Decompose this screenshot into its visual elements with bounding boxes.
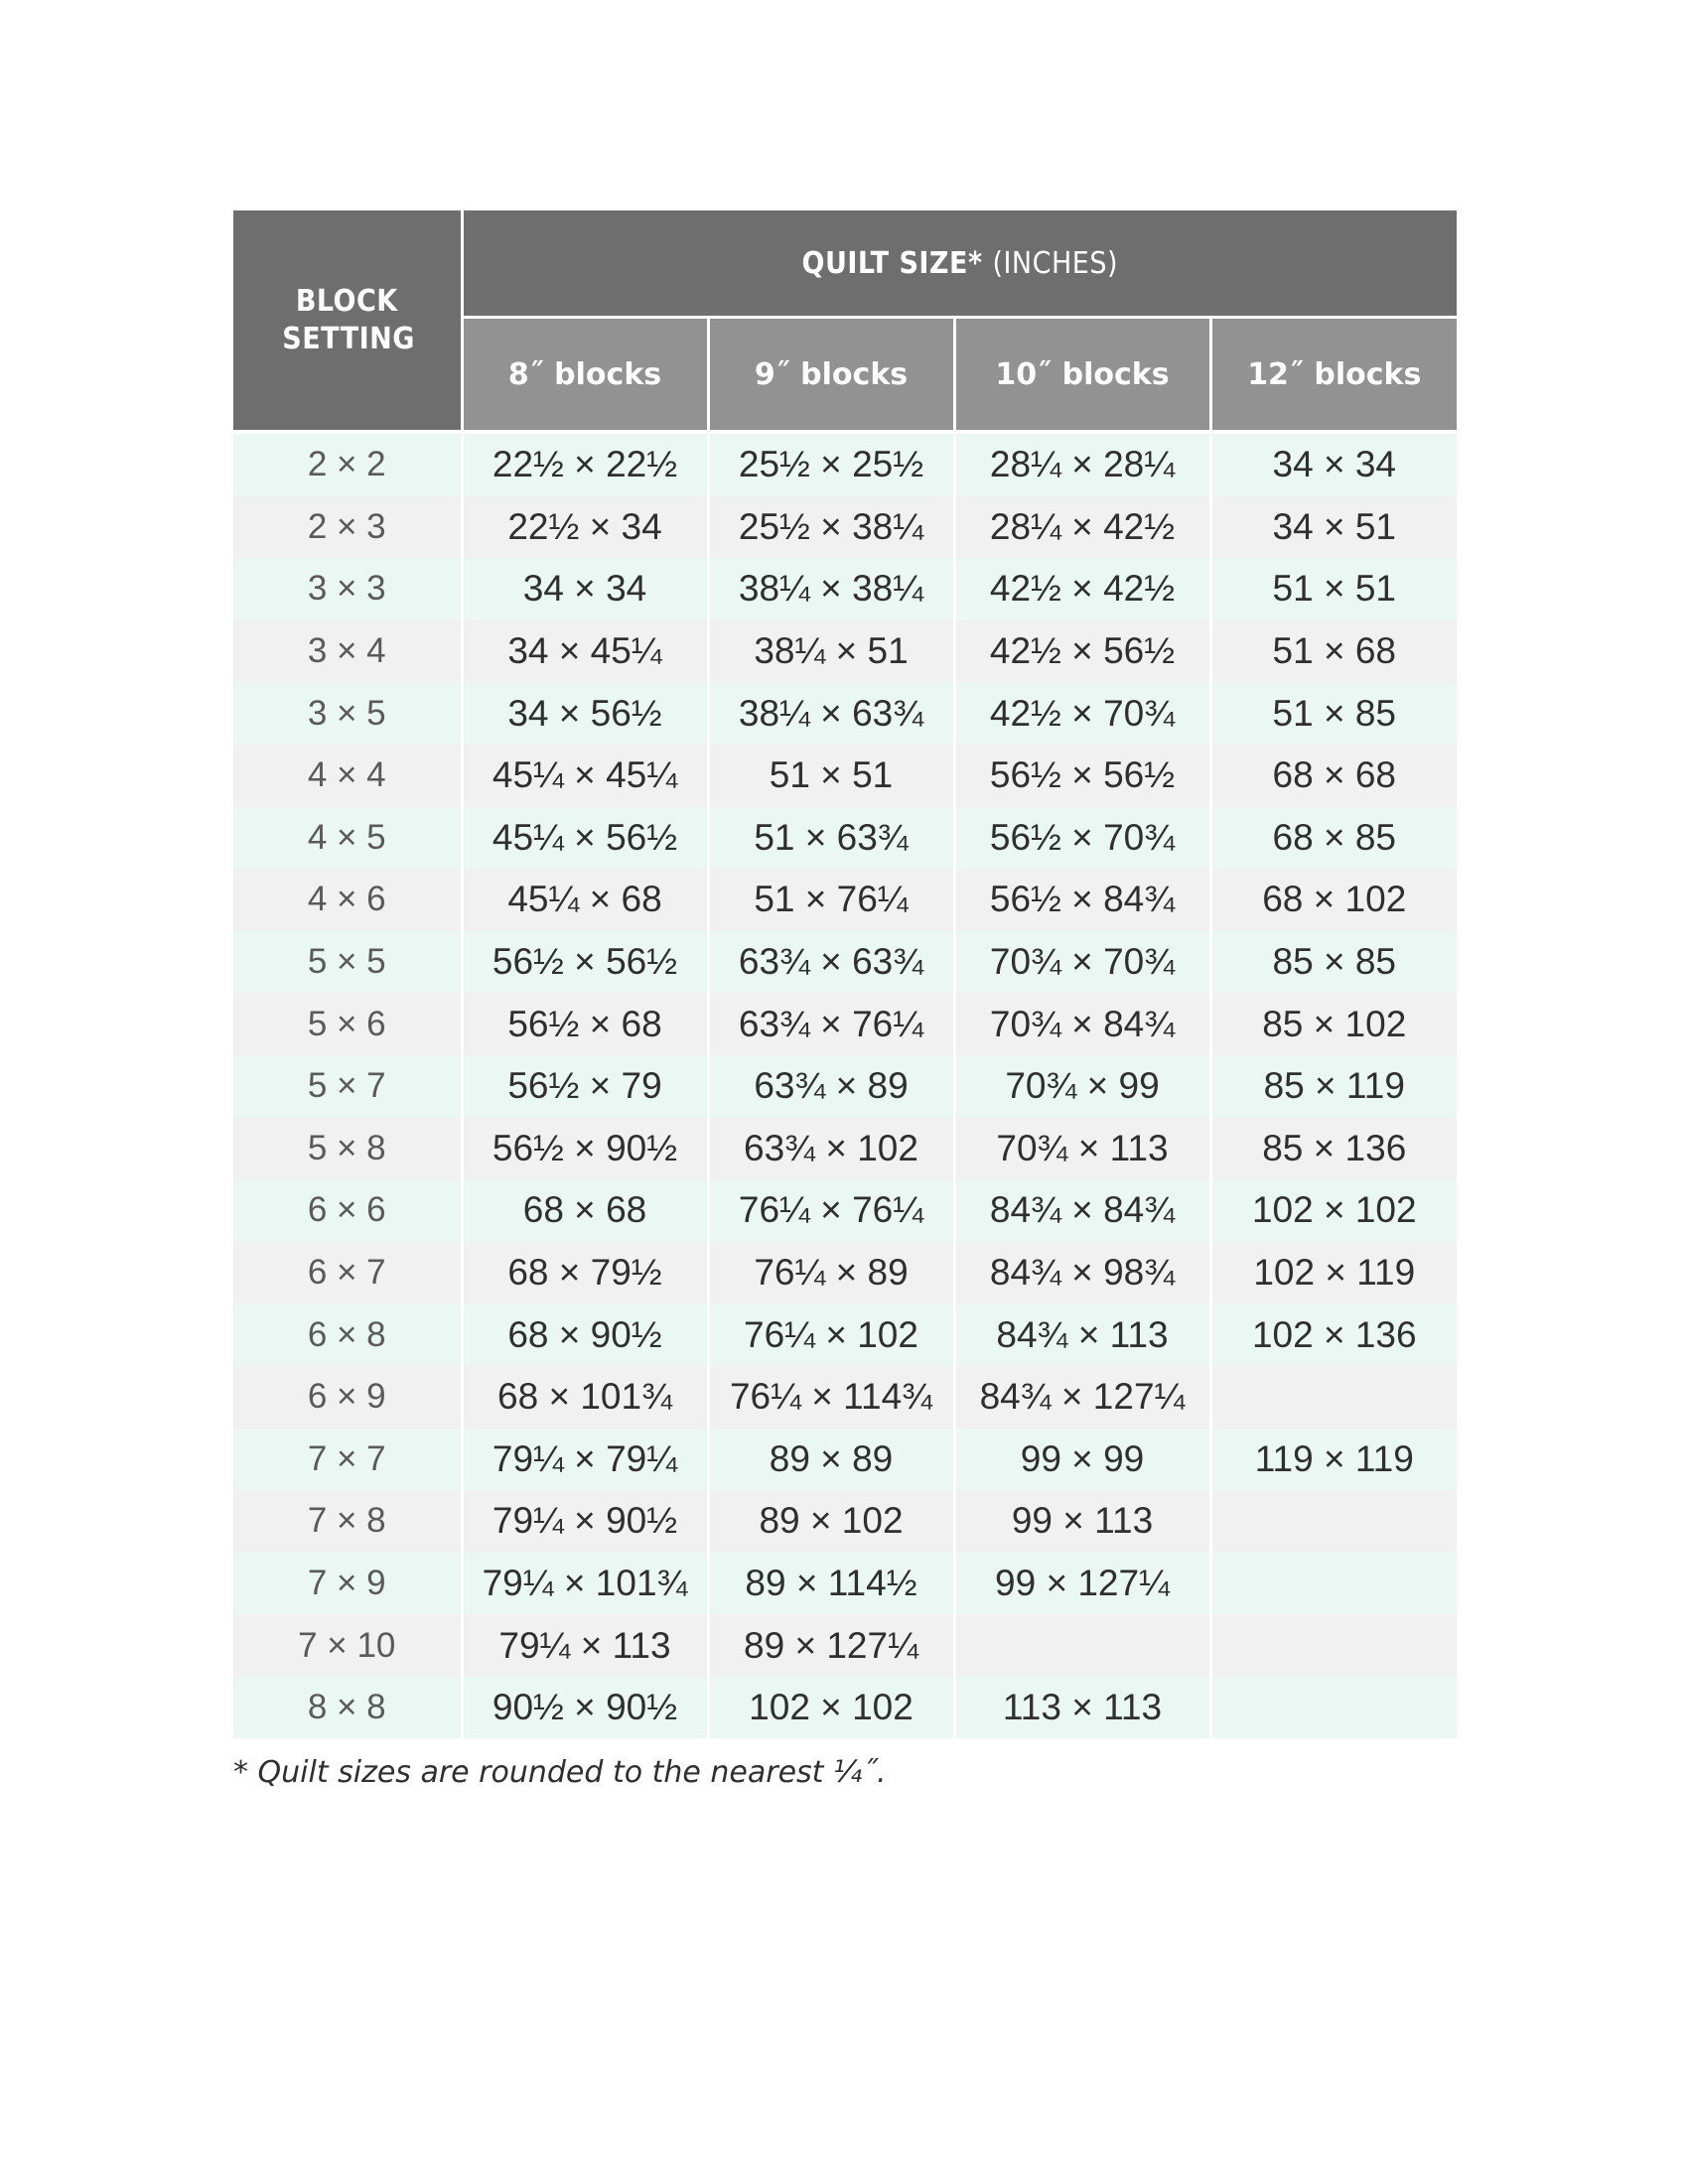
block-setting-cell: 7 × 7 [233,1429,462,1491]
quilt-size-unit: (INCHES) [992,245,1118,281]
quilt-size-cell: 84¾ × 113 [954,1303,1210,1366]
quilt-size-cell: 34 × 51 [1210,496,1457,559]
block-setting-cell: 3 × 3 [233,558,462,620]
block-setting-cell: 7 × 10 [233,1614,462,1677]
table-row [233,745,1457,807]
quilt-size-cell: 42½ × 42½ [954,558,1210,620]
quilt-size-cell: 51 × 68 [1210,620,1457,683]
quilt-size-cell: 38¼ × 63¾ [708,682,954,745]
quilt-size-cell: 51 × 51 [708,745,954,807]
block-setting-cell: 6 × 7 [233,1242,462,1304]
quilt-size-cell: 79¼ × 101¾ [462,1553,708,1615]
table-row [233,620,1457,683]
quilt-size-cell: 85 × 102 [1210,993,1457,1055]
table-row [233,432,1457,496]
quilt-size-cell: 89 × 102 [708,1490,954,1553]
column-header-10-inch: 10˝ blocks [954,318,1210,433]
quilt-size-cell: 99 × 127¼ [954,1553,1210,1615]
quilt-size-cell: 56½ × 70¾ [954,807,1210,870]
quilt-size-cell: 99 × 113 [954,1490,1210,1553]
quilt-size-cell: 70¾ × 99 [954,1055,1210,1118]
quilt-size-cell: 99 × 99 [954,1429,1210,1491]
quilt-size-cell: 38¼ × 51 [708,620,954,683]
quilt-size-cell: 51 × 76¼ [708,869,954,931]
quilt-size-cell: 56½ × 79 [462,1055,708,1118]
block-setting-cell: 7 × 9 [233,1553,462,1615]
quilt-size-cell: 68 × 101¾ [462,1366,708,1429]
table-row [233,1242,1457,1304]
block-setting-cell: 5 × 8 [233,1118,462,1180]
quilt-size-cell: 63¾ × 89 [708,1055,954,1118]
block-setting-cell: 3 × 4 [233,620,462,683]
block-setting-cell: 2 × 2 [233,432,462,496]
quilt-size-header-text: QUILT SIZE* [801,245,983,281]
quilt-size-table [233,210,1457,1738]
quilt-size-cell: 84¾ × 84¾ [954,1179,1210,1242]
quilt-size-cell: 42½ × 56½ [954,620,1210,683]
quilt-size-cell: 56½ × 68 [462,993,708,1055]
quilt-size-cell: 68 × 68 [462,1179,708,1242]
quilt-size-cell: 51 × 51 [1210,558,1457,620]
table-row [233,1179,1457,1242]
block-setting-header-text: BLOCK SETTING [282,283,415,356]
quilt-size-cell: 89 × 127¼ [708,1614,954,1677]
block-setting-cell: 4 × 6 [233,869,462,931]
quilt-size-cell: 68 × 102 [1210,869,1457,931]
quilt-size-cell: 70¾ × 84¾ [954,993,1210,1055]
quilt-size-cell: 90½ × 90½ [462,1677,708,1739]
column-header-12-inch: 12˝ blocks [1210,318,1457,433]
quilt-size-cell: 51 × 63¾ [708,807,954,870]
quilt-size-cell: 45¼ × 68 [462,869,708,931]
block-setting-cell: 2 × 3 [233,496,462,559]
column-header-8-inch: 8˝ blocks [462,318,708,433]
table-row [233,1490,1457,1553]
quilt-size-cell [1210,1490,1457,1553]
quilt-size-cell: 102 × 102 [708,1677,954,1739]
quilt-size-cell: 56½ × 56½ [462,931,708,994]
quilt-size-cell: 85 × 119 [1210,1055,1457,1118]
quilt-size-cell [1210,1366,1457,1429]
table-row [233,496,1457,559]
block-setting-cell: 6 × 9 [233,1366,462,1429]
quilt-size-cell: 56½ × 90½ [462,1118,708,1180]
quilt-size-cell: 56½ × 84¾ [954,869,1210,931]
table-row [233,869,1457,931]
quilt-size-cell: 68 × 85 [1210,807,1457,870]
table-row [233,993,1457,1055]
quilt-size-cell: 45¼ × 56½ [462,807,708,870]
table-row [233,1429,1457,1491]
block-setting-cell: 7 × 8 [233,1490,462,1553]
block-setting-cell: 5 × 5 [233,931,462,994]
block-setting-cell: 6 × 8 [233,1303,462,1366]
quilt-size-cell: 22½ × 34 [462,496,708,559]
quilt-size-cell: 89 × 114½ [708,1553,954,1615]
table-row [233,558,1457,620]
quilt-size-cell: 79¼ × 79¼ [462,1429,708,1491]
quilt-size-cell: 102 × 119 [1210,1242,1457,1304]
quilt-size-cell: 68 × 79½ [462,1242,708,1304]
block-setting-cell: 8 × 8 [233,1677,462,1739]
quilt-size-cell: 79¼ × 113 [462,1614,708,1677]
quilt-size-cell: 22½ × 22½ [462,432,708,496]
block-setting-cell: 4 × 5 [233,807,462,870]
quilt-size-cell: 25½ × 38¼ [708,496,954,559]
quilt-size-cell: 102 × 136 [1210,1303,1457,1366]
quilt-size-cell: 42½ × 70¾ [954,682,1210,745]
quilt-size-cell: 89 × 89 [708,1429,954,1491]
quilt-size-cell: 63¾ × 63¾ [708,931,954,994]
block-setting-cell: 6 × 6 [233,1179,462,1242]
quilt-size-cell: 76¼ × 114¾ [708,1366,954,1429]
quilt-size-cell: 28¼ × 28¼ [954,432,1210,496]
quilt-size-cell: 85 × 136 [1210,1118,1457,1180]
quilt-size-cell [1210,1553,1457,1615]
block-setting-cell: 4 × 4 [233,745,462,807]
table-row [233,1677,1457,1739]
quilt-size-cell [1210,1677,1457,1739]
block-setting-cell: 5 × 6 [233,993,462,1055]
footnote: * Quilt sizes are rounded to the nearest ¼˝. [233,1755,887,1790]
quilt-size-cell [954,1614,1210,1677]
quilt-size-cell: 34 × 45¼ [462,620,708,683]
table-row [233,1614,1457,1677]
quilt-size-cell: 34 × 56½ [462,682,708,745]
quilt-size-cell: 34 × 34 [462,558,708,620]
table-row [233,931,1457,994]
quilt-size-cell: 34 × 34 [1210,432,1457,496]
quilt-size-cell: 76¼ × 102 [708,1303,954,1366]
quilt-size-cell: 51 × 85 [1210,682,1457,745]
quilt-size-cell: 28¼ × 42½ [954,496,1210,559]
quilt-size-cell: 119 × 119 [1210,1429,1457,1491]
quilt-size-header [462,210,1457,318]
quilt-size-cell: 25½ × 25½ [708,432,954,496]
quilt-size-cell: 63¾ × 102 [708,1118,954,1180]
quilt-size-cell: 79¼ × 90½ [462,1490,708,1553]
table-row [233,1118,1457,1180]
quilt-size-cell: 84¾ × 98¾ [954,1242,1210,1304]
quilt-size-cell: 84¾ × 127¼ [954,1366,1210,1429]
block-setting-header [233,210,462,432]
quilt-size-cell: 76¼ × 89 [708,1242,954,1304]
quilt-size-cell: 70¾ × 113 [954,1118,1210,1180]
quilt-size-cell: 102 × 102 [1210,1179,1457,1242]
quilt-size-cell: 85 × 85 [1210,931,1457,994]
block-setting-cell: 3 × 5 [233,682,462,745]
table-row [233,1366,1457,1429]
column-header-9-inch: 9˝ blocks [708,318,954,433]
quilt-size-cell: 45¼ × 45¼ [462,745,708,807]
table-row [233,1303,1457,1366]
block-setting-cell: 5 × 7 [233,1055,462,1118]
quilt-size-cell: 68 × 68 [1210,745,1457,807]
quilt-size-cell: 70¾ × 70¾ [954,931,1210,994]
table-row [233,1553,1457,1615]
quilt-size-cell: 56½ × 56½ [954,745,1210,807]
quilt-size-cell [1210,1614,1457,1677]
quilt-size-cell: 113 × 113 [954,1677,1210,1739]
table-row [233,807,1457,870]
quilt-size-cell: 63¾ × 76¼ [708,993,954,1055]
table-row [233,1055,1457,1118]
table-row [233,682,1457,745]
table-body [233,432,1457,1738]
quilt-size-cell: 68 × 90½ [462,1303,708,1366]
quilt-size-cell: 38¼ × 38¼ [708,558,954,620]
quilt-size-cell: 76¼ × 76¼ [708,1179,954,1242]
